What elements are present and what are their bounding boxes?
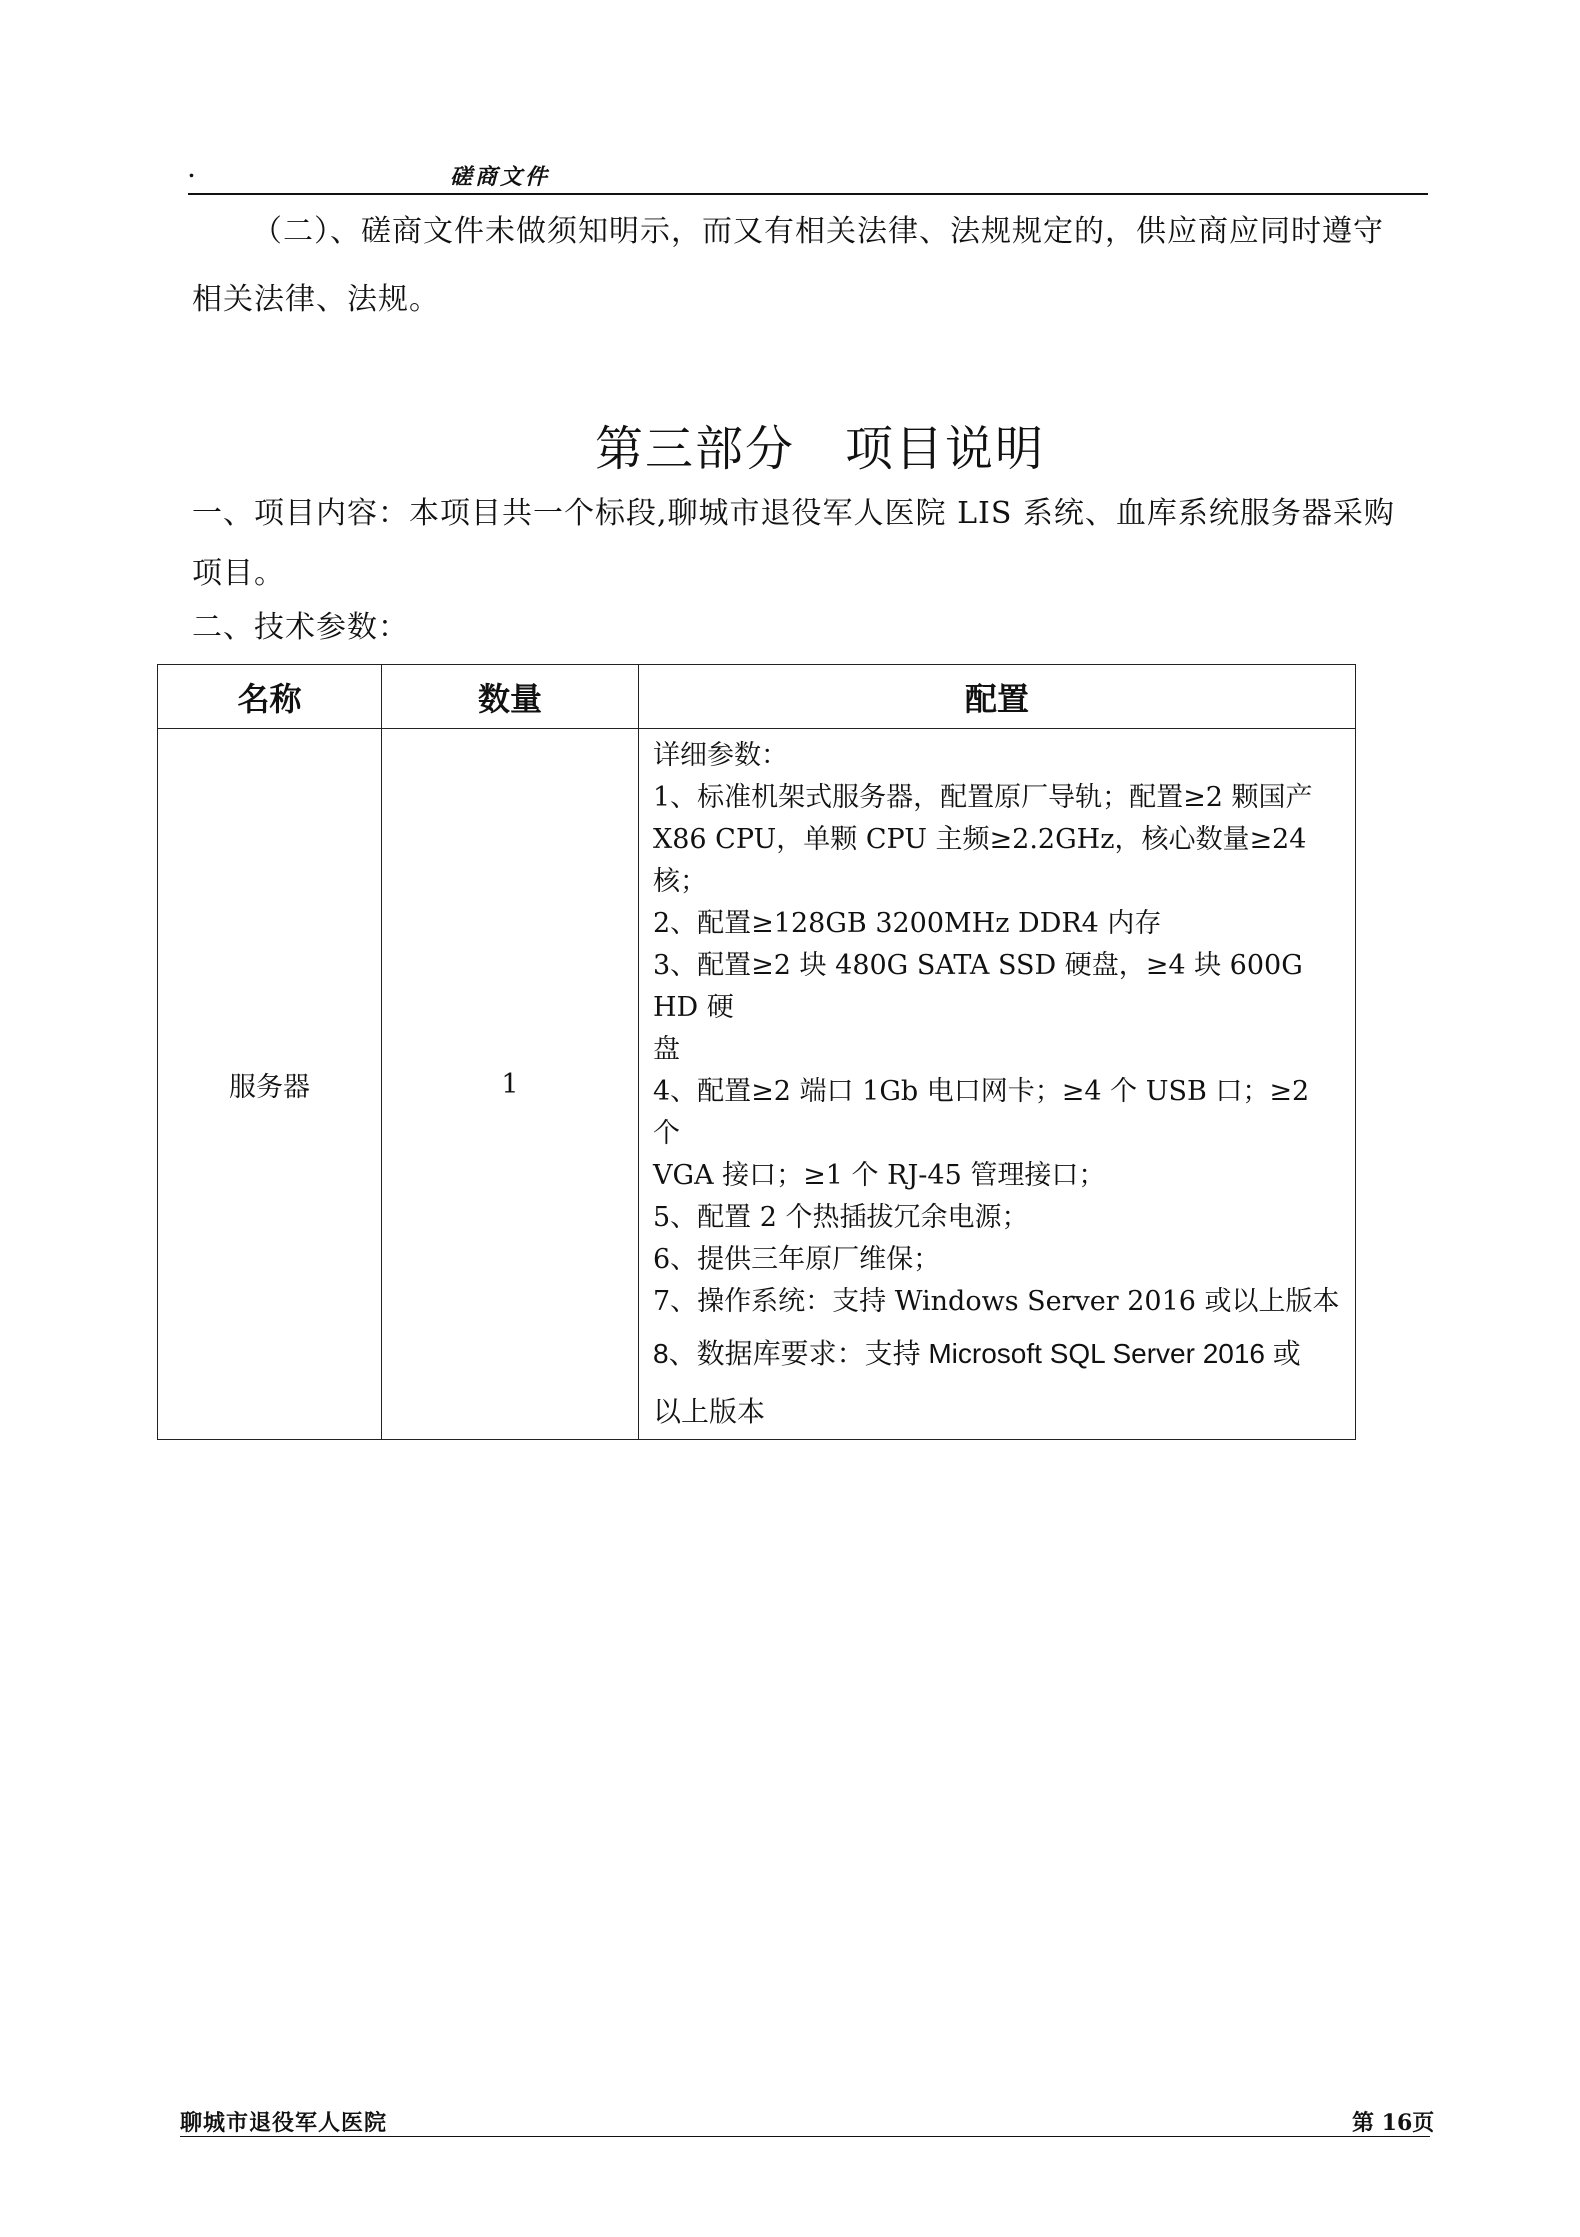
project-content-line-1: 一、项目内容：本项目共一个标段,聊城市退役军人医院 LIS 系统、血库系统服务器采购: [192, 496, 1395, 531]
footer-organization: 聊城市退役军人医院: [180, 2110, 388, 2136]
config-line: 7、操作系统：支持 Windows Server 2016 或以上版本: [653, 1286, 1340, 1317]
config-line: 4、配置≥2 端口 1Gb 电口网卡；≥4 个 USB 口；≥2 个: [653, 1076, 1310, 1149]
tech-params-heading: 二、技术参数：: [192, 610, 409, 645]
config-line: VGA 接口；≥1 个 RJ-45 管理接口；: [653, 1160, 1106, 1191]
project-content-line-2: 项目。: [192, 556, 285, 591]
cell-config: [639, 729, 1356, 1440]
config-line: X86 CPU，单颗 CPU 主频≥2.2GHz，核心数量≥24 核；: [653, 824, 1307, 897]
cell-qty: 1: [382, 729, 639, 1440]
config-line: 以上版本: [653, 1396, 766, 1427]
intro-line-2: 相关法律、法规。: [192, 282, 440, 317]
header-title: 磋商文件: [450, 164, 551, 190]
table-header-row: [158, 665, 1356, 729]
config-line: 8、数据库要求：支持 Microsoft SQL Server 2016 或: [653, 1338, 1301, 1369]
config-line: 5、配置 2 个热插拔冗余电源；: [653, 1202, 1029, 1233]
intro-line-1: （二）、磋商文件未做须知明示，而又有相关法律、法规规定的，供应商应同时遵守: [252, 214, 1384, 249]
config-line: 1、标准机架式服务器，配置原厂导轨；配置≥2 颗国产: [653, 782, 1313, 813]
config-line: 3、配置≥2 块 480G SATA SSD 硬盘，≥4 块 600G HD 硬: [653, 950, 1303, 1023]
header-qty: 数量: [382, 665, 639, 729]
header-config: 配置: [639, 665, 1356, 729]
footer-page-number: 第 16页: [1352, 2110, 1435, 2136]
section-title: 第三部分 项目说明: [594, 421, 1045, 477]
cell-name: 服务器: [158, 729, 382, 1440]
header-rule: [188, 193, 1428, 195]
footer-rule: [180, 2136, 1430, 2137]
header-dot: .: [188, 158, 195, 182]
table-row: [158, 729, 1356, 1440]
header-name: 名称: [158, 665, 382, 729]
config-line: 2、配置≥128GB 3200MHz DDR4 内存: [653, 908, 1162, 939]
config-line: 盘: [653, 1034, 680, 1065]
spec-table: [157, 664, 1356, 1440]
config-line: 详细参数：: [653, 740, 788, 771]
config-line: 6、提供三年原厂维保；: [653, 1244, 941, 1275]
